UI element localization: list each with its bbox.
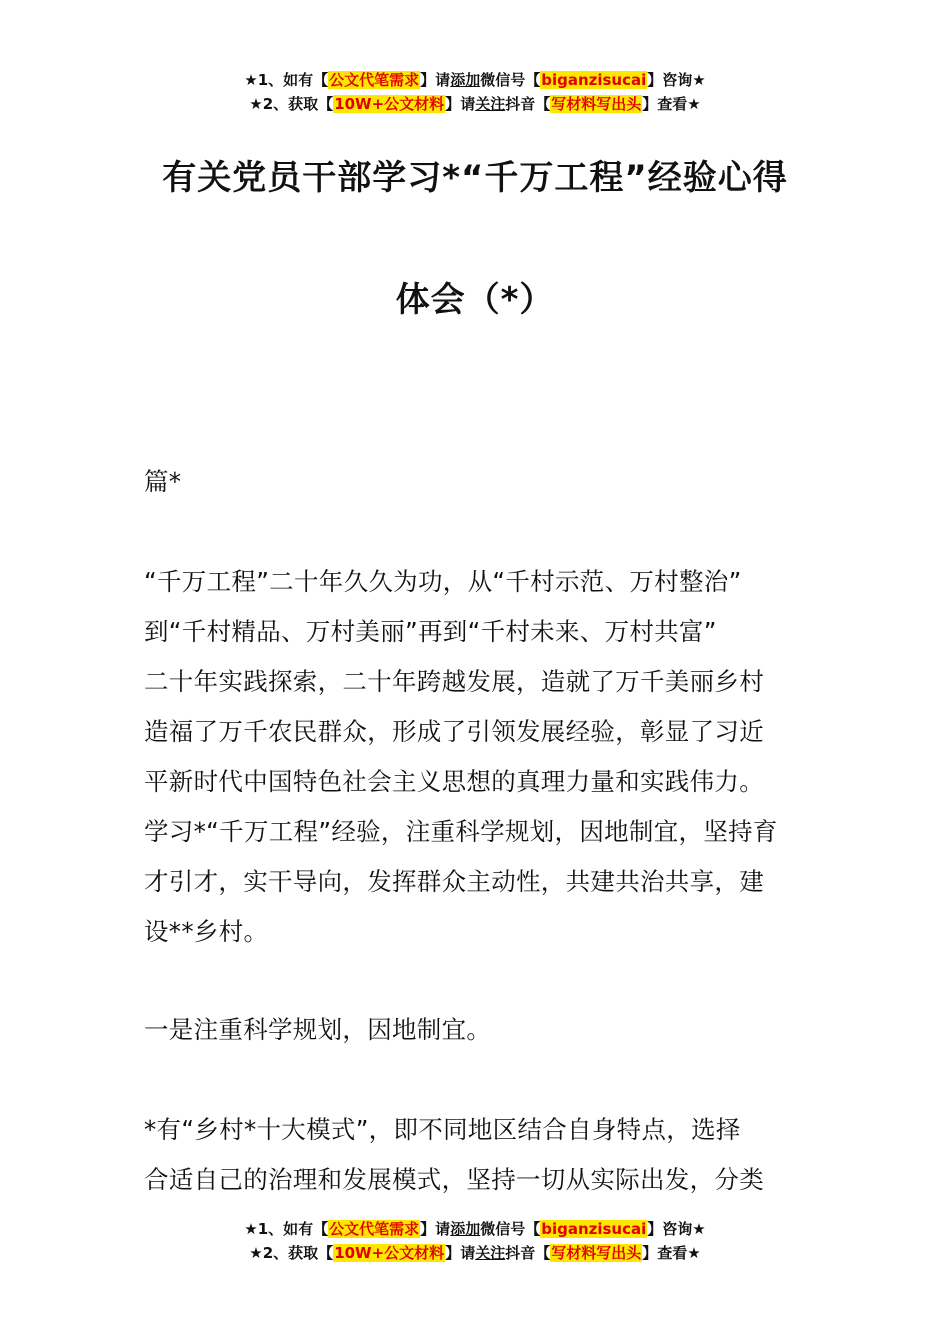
banner-text: 】请 <box>445 1244 476 1262</box>
banner-highlight: 10W+公文材料 <box>334 1244 445 1262</box>
document-title-line-2: 体会（*） <box>395 280 555 320</box>
banner-line-2 <box>0 1241 950 1265</box>
banner-text: 】查看★ <box>642 1244 701 1262</box>
footer-banner <box>0 1217 950 1265</box>
document-title-line-1: 有关党员干部学习*“千万工程”经验心得 <box>162 158 788 198</box>
banner-highlight: 写材料写出头 <box>551 95 642 113</box>
banner-text: 】咨询★ <box>647 71 706 89</box>
banner-text: 】咨询★ <box>647 1220 706 1238</box>
banner-underlined: 添加 <box>450 71 481 89</box>
banner-text: 】请 <box>420 1220 451 1238</box>
banner-text: 】请 <box>420 71 451 89</box>
banner-text: 抖音【 <box>505 1244 551 1262</box>
banner-text: 抖音【 <box>505 95 551 113</box>
paragraph-line: 设**乡村。 <box>144 917 269 946</box>
paragraph-line: 合适自己的治理和发展模式，坚持一切从实际出发，分类 <box>144 1165 764 1194</box>
banner-text: 】请 <box>445 95 476 113</box>
banner-line-2 <box>0 92 950 116</box>
banner-highlight: 写材料写出头 <box>551 1244 642 1262</box>
point-1-paragraph <box>144 1105 809 1205</box>
header-banner <box>0 68 950 116</box>
banner-text: ★1、如有【 <box>244 71 329 89</box>
paragraph-line: 到“千村精品、万村美丽”再到“千村未来、万村共富” <box>144 617 717 646</box>
section-label: 篇* <box>144 467 182 496</box>
banner-text: ★1、如有【 <box>244 1220 329 1238</box>
banner-underlined: 添加 <box>450 1220 481 1238</box>
intro-paragraph <box>144 557 809 957</box>
banner-text: 微信号【 <box>480 1220 541 1238</box>
banner-text: 】查看★ <box>642 95 701 113</box>
paragraph-line: 二十年实践探索，二十年跨越发展，造就了万千美丽乡村 <box>144 667 764 696</box>
paragraph-line: 平新时代中国特色社会主义思想的真理力量和实践伟力。 <box>144 767 764 796</box>
banner-highlight: biganzisucai <box>541 1220 647 1238</box>
banner-line-1 <box>0 68 950 92</box>
banner-highlight: 公文代笔需求 <box>329 71 420 89</box>
banner-text: ★2、获取【 <box>249 1244 334 1262</box>
paragraph-line: 才引才，实干导向，发挥群众主动性，共建共治共享，建 <box>144 867 764 896</box>
paragraph-line: “千万工程”二十年久久为功，从“千村示范、万村整治” <box>144 567 742 596</box>
point-1-heading: 一是注重科学规划，因地制宜。 <box>144 1015 492 1044</box>
paragraph-line: 造福了万千农民群众，形成了引领发展经验，彰显了习近 <box>144 717 764 746</box>
banner-line-1 <box>0 1217 950 1241</box>
paragraph-line: 学习*“千万工程”经验，注重科学规划，因地制宜，坚持育 <box>144 817 778 846</box>
banner-underlined: 关注 <box>475 1244 506 1262</box>
banner-highlight: biganzisucai <box>541 71 647 89</box>
banner-text: 微信号【 <box>480 71 541 89</box>
banner-highlight: 10W+公文材料 <box>334 95 445 113</box>
banner-highlight: 公文代笔需求 <box>329 1220 420 1238</box>
banner-text: ★2、获取【 <box>249 95 334 113</box>
banner-underlined: 关注 <box>475 95 506 113</box>
paragraph-line: *有“乡村*十大模式”，即不同地区结合自身特点，选择 <box>144 1115 741 1144</box>
